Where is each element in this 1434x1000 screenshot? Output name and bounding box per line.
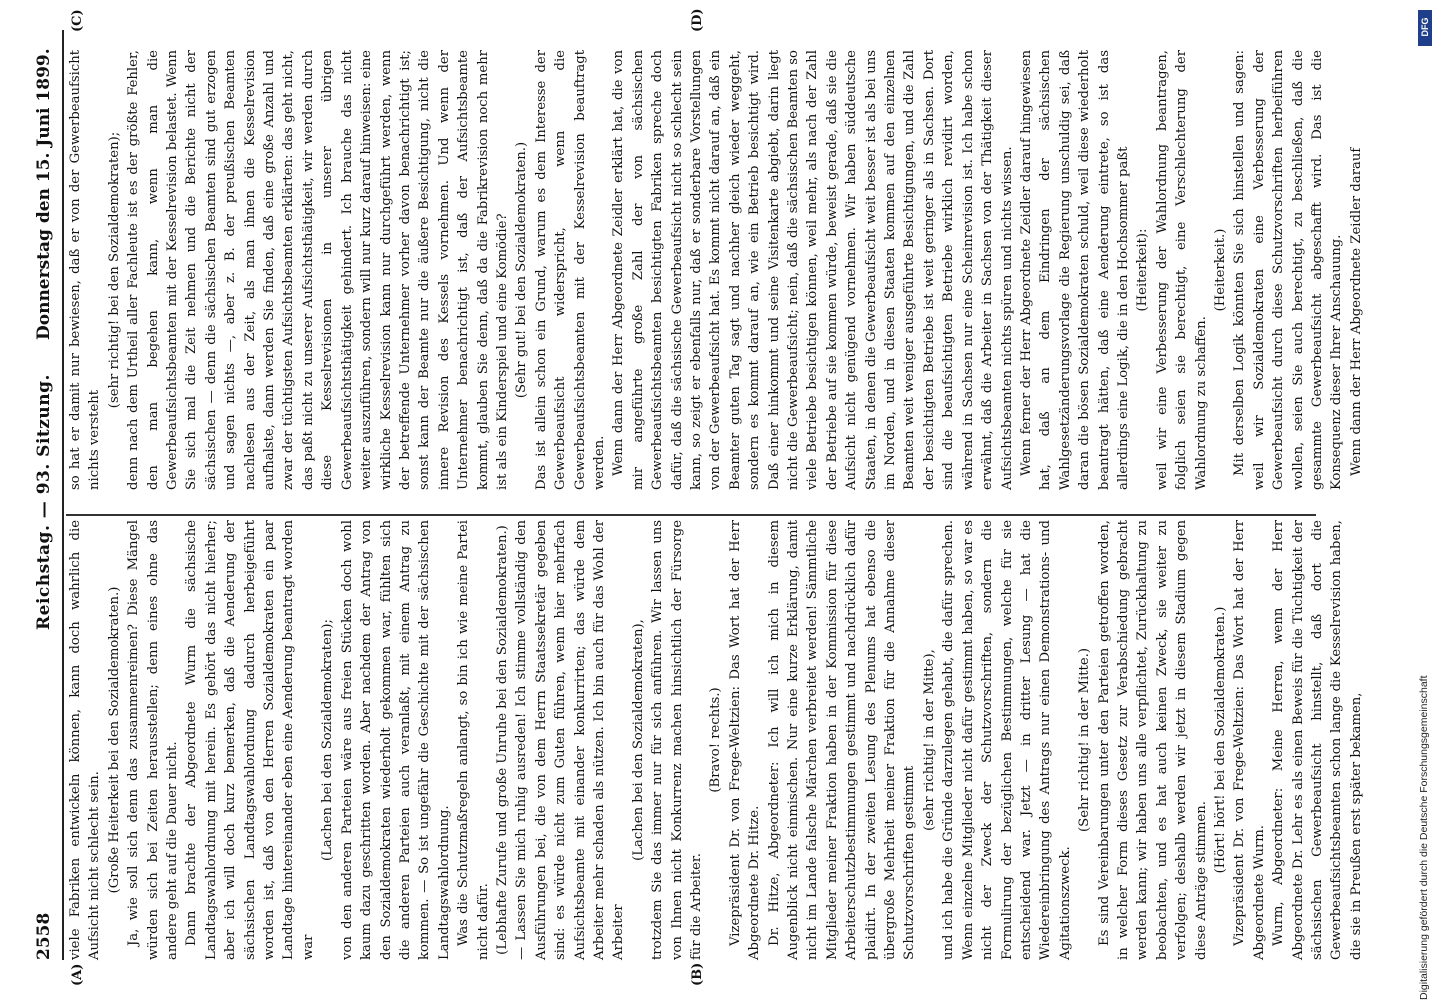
paragraph: Was die Schutzmaßregeln anlangt, so bin ich wie meine Partei nicht dafür. — [456, 520, 491, 960]
paragraph: Es sind Vereinbarungen unter den Parteien getroffen worden, in welcher Form dieses Gesetz zur Verabschiedung gebracht werden kann; wir haben uns alle verpflichtet, Zurückhaltung zu beobachten, und es hat auch keinen Zweck, sie weiter zu verfolgen; deshalb werden wir jetzt in diesem Stadium gegen diese Anträge stimmen. — [1096, 520, 1209, 960]
paragraph: von den anderen Parteien wäre aus freien Stücken doch wohl kaum dazu geschritten worden. Aber nachdem der Antrag von den Sozialdemokraten wiederholt gekommen war, fühlten sich die anderen Parteien auch veranlaßt, mit einem Antrag zu kommen. — So ist ungefähr die Geschichte mit der sächsischen Landtagswahlordnung. — [339, 520, 452, 960]
interjection: (Lebhafte Zurufe und große Unruhe bei den Sozialdemokraten.) — [494, 525, 510, 955]
right-text-column — [66, 50, 1364, 490]
margin-mark-a: (A) — [70, 963, 85, 986]
left-text-column — [66, 520, 1364, 960]
paragraph: Das ist allein schon ein Grund, warum es dem Interesse der Gewerbeaufsicht widerspricht, wenn die Gewerbeaufsichtsbeamten mit der Kesselrevision beauftragt werden. — [533, 50, 607, 490]
paragraph: Ja, wie soll sich denn das zusammenreimen? Diese Mängel würden sich bei Zeiten herausstellen; denn eines ohne das andere geht auf die Dauer nicht. — [126, 520, 181, 960]
paragraph: weil wir eine Verbesserung der Wahlordnung beantragen, folglich seien sie berechtigt, eine Verschlechterung der Wahlordnung zu schaffen. — [1154, 50, 1209, 490]
digitization-text: Digitalisierung gefördert durch die Deutsche Forschungsgemeinschaft — [1418, 675, 1430, 1000]
paragraph: und ich habe die Gründe darzulegen gehabt, die dafür sprechen. Wenn einzelne Mitglieder nicht dafür gestimmt haben, so war es nicht der Zweck der Schutzvorschriften, sondern die Formulirung der bezüglichen Bestimmungen, welche für sie entscheidend war. Jetzt — in dritter Lesung — hat die Wiedereinbringung des Antrags nur einen Demonstrations- und Agitationszweck. — [941, 520, 1073, 960]
paragraph: so hat er damit nur bewiesen, daß er von der Gewerbeaufsicht nichts versteht — [68, 50, 103, 490]
interjection: (Heiterkeit): — [1135, 228, 1151, 312]
interjection: (sehr richtig! bei den Sozialdemokraten); — [106, 131, 122, 409]
paragraph: denn nach dem Urtheil aller Fachleute ist es der größte Fehler, den man begehen kann, wenn man die Gewerbeaufsichtsbeamten mit der Kesselrevision belastet. Wenn Sie sich mal die Zeit nehmen und die Berichte nicht der sächsischen — denn die sächsischen Beamten sind gut erzogen und sagen nichts —, aber z. B. der preußischen Beamten nachlesen aus der Zeit, als man ihnen die Kesselrevision aufhalste, dann werden Sie finden, daß eine große Anzahl und zwar der tüchtigsten Aufsichtsbeamten erklärten: das geht nicht, das paßt nicht zu unserer Aufsichtsthätigkeit, wir werden durch diese Kesselrevisionen in unserer übrigen Gewerbeaufsichtsthätigkeit gehindert. Ich brauche das nicht weiter auszuführen, sondern will nur kurz darauf hinweisen: eine wirkliche Kesselrevision kann nur durchgeführt werden, wenn der betreffende Unternehmer vorher davon benachrichtigt ist; sonst kann der Beamte nur die äußere Besichtigung, nicht die innere Revision des Kessels vornehmen. Und wenn der Unternehmer benachrichtigt ist, daß der Aufsichtsbeamte kommt, glauben Sie denn, daß da die Fabrikrevision noch mehr ist als ein Kinderspiel und eine Komödie? — [126, 50, 510, 490]
margin-mark-b: (B) — [690, 962, 705, 986]
margin-mark-c: (C) — [70, 9, 85, 32]
column-divider — [66, 514, 1316, 516]
interjection: (Hört! hört! bei den Sozialdemokraten.) — [1212, 606, 1228, 874]
paragraph: Dr. Hitze, Abgeordneter: Ich will ich mich in diesem Augenblick nicht einmischen. Nur eine kurze Erklärung, damit nicht im Lande falsche Märchen verbreitet werden! Sämmtliche Mitglieder meiner Fraktion haben in der Kommission für diese Arbeiterschutzbestimmungen gestimmt und nachdrücklich dafür plaidirt. In der zweiten Lesung des Plenums hat ebenso die übergroße Mehrheit meiner Fraktion für die Annahme dieser Schutzvorschriften gestimmt — [766, 520, 918, 960]
paragraph: Mit derselben Logik könnten Sie sich hinstellen und sagen: weil wir Sozialdemokraten eine Verbesserung der Gewerbeaufsicht durch diese Schutzvorschriften herbeiführen wollen, seien Sie auch berechtigt, zu beschließen, daß die gesammte Gewerbeaufsicht abgeschafft wird. Das ist die Konsequenz dieser Ihrer Anschauung. — [1232, 50, 1345, 490]
paragraph: Dann brachte der Abgeordnete Wurm die sächsische Landtagswahlordnung mit herein. Es gehört das nicht hierher; aber ich will doch kurz bemerken, daß die Aenderung der sächsischen Landtagswahlordnung dadurch herbeigeführt worden ist, daß von den Herren Sozialdemokraten ein paar Landtage hintereinander eben eine Aenderung beantragt worden war — [184, 520, 316, 960]
page-number: 2558 — [34, 912, 54, 960]
paragraph: — Lassen Sie mich ruhig ausreden! Ich stimme vollständig den Ausführungen bei, die von dem Herrn Staatssekretär gegeben sind: es würde nicht zum Guten führen, wenn hier mehrfach Aufsichtsbeamte mit einander konkurrirten; das würde dem Arbeiter mehr schaden als nützen. Ich bin auch für das Wohl der Arbeiter — [514, 520, 627, 960]
margin-mark-d: (D) — [690, 8, 705, 32]
paragraph: Wenn ferner der Herr Abgeordnete Zeidler darauf hingewiesen hat, daß an dem Eindringen der sächsischen Wahlgesetzänderungsvorlage die Regierung unschuldig sei, daß daran die bösen Sozialdemokraten schuld, weil diese wiederholt beantragt hätten, daß eine Aenderung eintrete, so ist das allerdings eine Logik, die in den Hochsommer paßt — [1018, 50, 1131, 490]
paragraph: trotzdem Sie das immer nur für sich anführen. Wir lassen uns von Ihnen nicht Konkurrenz machen hinsichtlich der Fürsorge für die Arbeiter. — [650, 520, 704, 960]
paragraph: Wenn dann der Herr Abgeordnete Zeidler darauf — [1348, 147, 1364, 476]
paragraph: Wurm, Abgeordneter: Meine Herren, wenn der Herr Abgeordnete Dr. Lehr es als einen Beweis für die Tüchtigkeit der sächsischen Gewerbeaufsicht hinstellt, daß dort die Gewerbeaufsichtsbeamten schon lange die Kesselrevision haben, die sie in Preußen erst später bekamen, — [1271, 520, 1364, 960]
interjection: (Heiterkeit.) — [1212, 228, 1228, 312]
interjection: (Lachen bei den Sozialdemokraten); — [320, 619, 336, 861]
paragraph: viele Fabriken entwickeln können, kann doch wahrlich die Aufsicht nicht schlecht sein. — [68, 520, 103, 960]
digitization-notice — [1418, 10, 1432, 1000]
session-title: Reichstag. — 93. Sitzung. — [34, 374, 54, 630]
interjection: (Große Heiterkeit bei den Sozialdemokraten.) — [106, 586, 122, 894]
dfg-logo: DFG — [1418, 10, 1432, 46]
interjection: (Sehr gut! bei den Sozialdemokraten.) — [514, 141, 530, 399]
paragraph: Wenn dann der Herr Abgeordnete Zeidler erklärt hat, die von mir angeführte große Zahl der von sächsischen Gewerbeaufsichtsbeamten besichtigten Fabriken spreche doch dafür, daß die sächsische Gewerbeaufsicht nicht so schlecht sein kann, so zeigt er ebenfalls nur, daß er sonderbare Vorstellungen von der Gewerbeaufsicht hat. Es kommt nicht darauf an, daß ein Beamter guten Tag sagt und nachher gleich wieder weggeht, sondern es kommt darauf an, wie ein Betrieb besichtigt wird. Daß einer hinkommt und seine Visitenkarte abgiebt, darin liegt nicht die Gewerbeaufsicht; nein, daß die sächsischen Beamten so viele Betriebe besichtigen können, weil mehr, als nach der Zahl der Betriebe auf sie kommen würde, beweist gerade, daß sie die Aufsicht nicht genügend vornehmen. Wir haben süddeutsche Staaten, in denen die Gewerbeaufsicht weit besser ist als bei uns im Norden, und in diesen Staaten kommen auf den einzelnen Beamten weit weniger ausgeführte Besichtigungen, und die Zahl der besichtigten Betriebe ist weit geringer als in Sachsen. Dort sind die beaufsichtigten Betriebe wirklich revidirt worden, während in Sachsen nur eine Scheinrevision ist. Ich habe schon erwähnt, daß die Arbeiter in Sachsen von der Thätigkeit dieser Aufsichtsbeamten nichts spüren und nichts wissen. — [611, 50, 1015, 490]
paragraph: Vizepräsident Dr. von Frege-Weltzien: Das Wort hat der Herr Abgeordnete Dr. Hitze. — [727, 520, 763, 960]
page-header — [28, 30, 64, 960]
interjection: (Bravo! rechts.) — [708, 687, 724, 793]
session-date: Donnerstag den 15. Juni 1899. — [34, 48, 54, 340]
interjection: (Lachen bei den Sozialdemokraten), — [630, 619, 646, 861]
paragraph: Vizepräsident Dr. von Frege-Weltzien: Das Wort hat der Herr Abgeordnete Wurm. — [1232, 520, 1267, 960]
interjection: (sehr richtig! in der Mitte), — [921, 649, 937, 831]
interjection: (Sehr richtig! in der Mitte.) — [1077, 648, 1093, 832]
